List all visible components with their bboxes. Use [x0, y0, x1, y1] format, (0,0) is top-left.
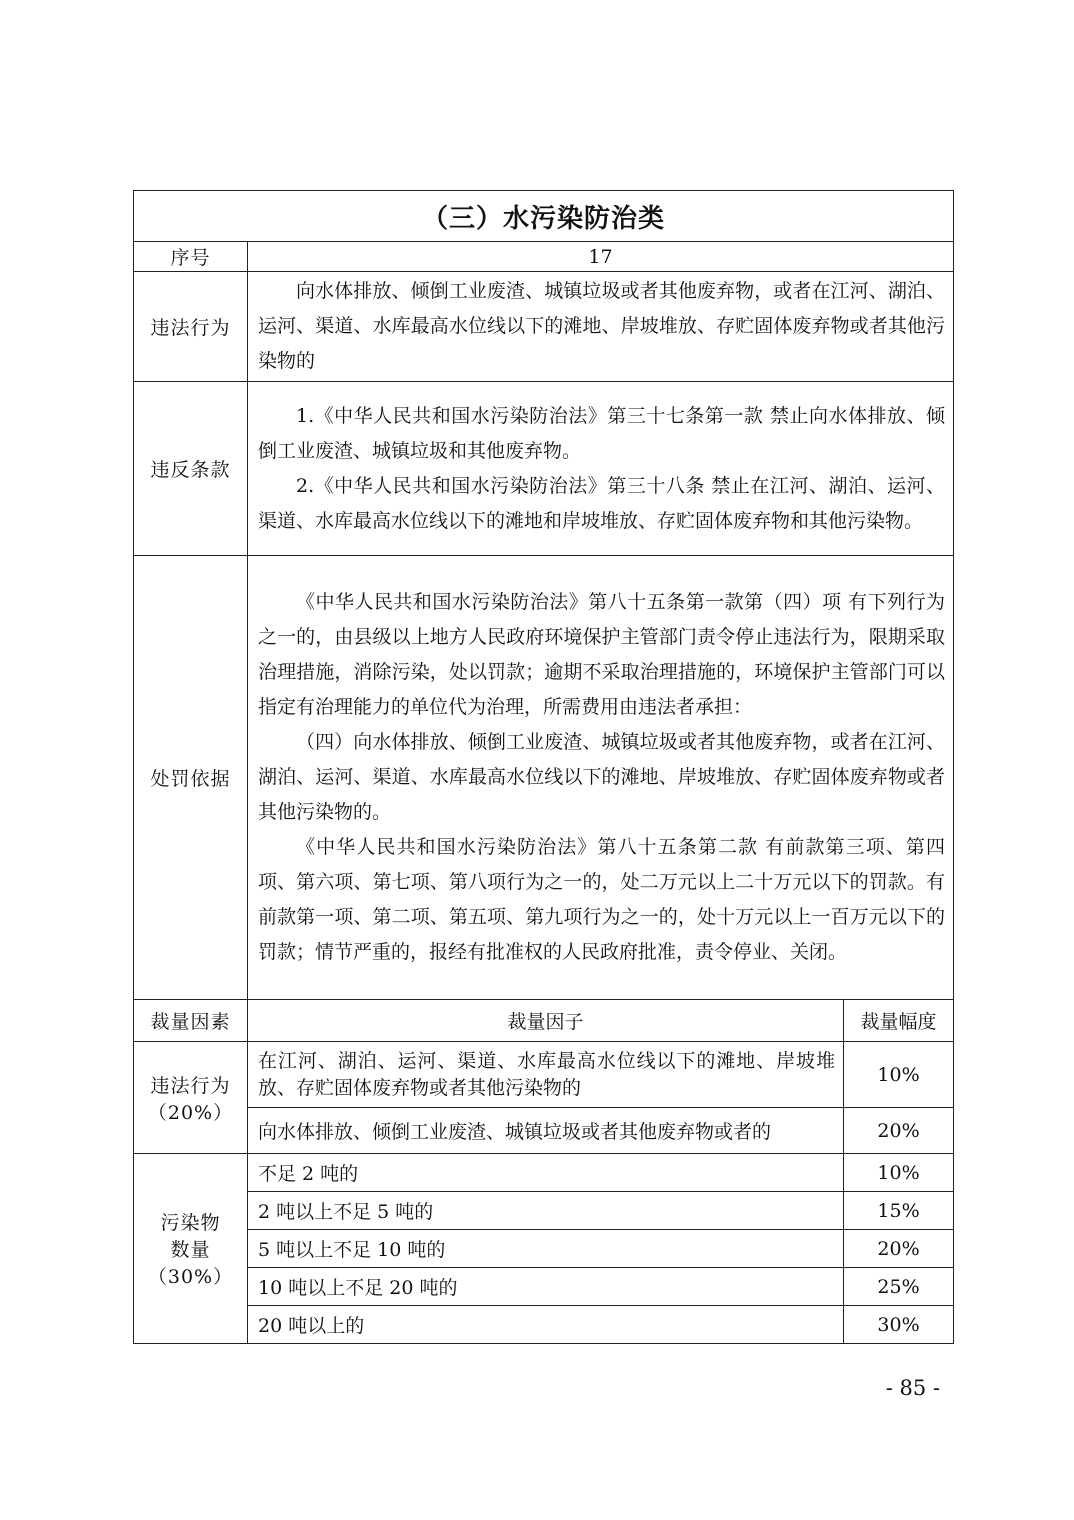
violation-cell	[248, 272, 954, 382]
behavior-group-label	[134, 1042, 248, 1154]
clause-label: 违反条款	[134, 382, 248, 556]
behavior-range: 10%	[844, 1042, 954, 1108]
quantity-range: 15%	[844, 1192, 954, 1230]
behavior-factor: 向水体排放、倾倒工业废渣、城镇垃圾或者其他废弃物或者的	[248, 1108, 844, 1154]
quantity-row	[134, 1154, 954, 1192]
behavior-factor: 在江河、湖泊、运河、渠道、水库最高水位线以下的滩地、岸坡堆放、存贮固体废弃物或者其他污染物的	[258, 1049, 835, 1099]
clause-cell	[248, 382, 954, 556]
behavior-row	[134, 1042, 954, 1108]
section-title: （三）水污染防治类	[134, 191, 954, 242]
quantity-label-line1: 污染物	[160, 1212, 221, 1234]
quantity-row	[134, 1230, 954, 1268]
factor-header-row	[134, 1000, 954, 1042]
factor-header-col3: 裁量幅度	[844, 1000, 954, 1042]
basis-cell	[248, 556, 954, 1000]
quantity-row	[134, 1306, 954, 1344]
quantity-row	[134, 1192, 954, 1230]
behavior-factor-cell	[248, 1042, 844, 1108]
basis-paragraph: （四）向水体排放、倾倒工业废渣、城镇垃圾或者其他废弃物，或者在江河、湖泊、运河、渠道、水库最高水位线以下的滩地、岸坡堆放、存贮固体废弃物或者其他污染物的。	[258, 731, 946, 823]
quantity-label-line2: 数量	[170, 1239, 211, 1261]
quantity-factor: 不足 2 吨的	[248, 1154, 844, 1192]
clause-item: 1.《中华人民共和国水污染防治法》第三十七条第一款 禁止向水体排放、倾倒工业废渣、城镇垃圾和其他废弃物。	[258, 404, 946, 462]
violation-row	[134, 272, 954, 382]
basis-label: 处罚依据	[134, 556, 248, 1000]
serial-row	[134, 242, 954, 272]
factor-header-col1: 裁量因素	[134, 1000, 248, 1042]
quantity-group-label	[134, 1154, 248, 1344]
quantity-range: 10%	[844, 1154, 954, 1192]
factor-header-col2: 裁量因子	[248, 1000, 844, 1042]
quantity-range: 25%	[844, 1268, 954, 1306]
quantity-range: 20%	[844, 1230, 954, 1268]
violation-label: 违法行为	[134, 272, 248, 382]
serial-label: 序号	[134, 242, 248, 272]
behavior-range: 20%	[844, 1108, 954, 1154]
quantity-factor: 20 吨以上的	[248, 1306, 844, 1344]
basis-paragraph: 《中华人民共和国水污染防治法》第八十五条第二款 有前款第三项、第四项、第六项、第七项、第八项行为之一的，处二万元以上二十万元以下的罚款。有前款第一项、第二项、第五项、第九项行为之一的，处十万元以上一百万元以下的罚款；情节严重的，报经有批准权的人民政府批准，责令停业、关闭。	[258, 836, 946, 963]
title-row	[134, 191, 954, 242]
quantity-label-line3: （30%）	[147, 1266, 234, 1288]
quantity-factor: 2 吨以上不足 5 吨的	[248, 1192, 844, 1230]
basis-row	[134, 556, 954, 1000]
clause-row	[134, 382, 954, 556]
violation-text: 向水体排放、倾倒工业废渣、城镇垃圾或者其他废弃物，或者在江河、湖泊、运河、渠道、水库最高水位线以下的滩地、岸坡堆放、存贮固体废弃物或者其他污染物的	[258, 280, 946, 372]
page-number: - 85 -	[885, 1376, 940, 1400]
behavior-label-line2: （20%）	[147, 1101, 234, 1124]
clause-item: 2.《中华人民共和国水污染防治法》第三十八条 禁止在江河、湖泊、运河、渠道、水库最高水位线以下的滩地和岸坡堆放、存贮固体废弃物和其他污染物。	[258, 474, 946, 532]
basis-paragraph: 《中华人民共和国水污染防治法》第八十五条第一款第（四）项 有下列行为之一的，由县级以上地方人民政府环境保护主管部门责令停止违法行为，限期采取治理措施，消除污染，处以罚款；逾期不采取治理措施的，环境保护主管部门可以指定有治理能力的单位代为治理，所需费用由违法者承担：	[258, 591, 946, 718]
quantity-row	[134, 1268, 954, 1306]
behavior-row	[134, 1108, 954, 1154]
quantity-range: 30%	[844, 1306, 954, 1344]
quantity-factor: 10 吨以上不足 20 吨的	[248, 1268, 844, 1306]
serial-value: 17	[248, 242, 954, 272]
quantity-factor: 5 吨以上不足 10 吨的	[248, 1230, 844, 1268]
behavior-label-line1: 违法行为	[150, 1074, 231, 1097]
penalty-discretion-table	[133, 190, 954, 1344]
